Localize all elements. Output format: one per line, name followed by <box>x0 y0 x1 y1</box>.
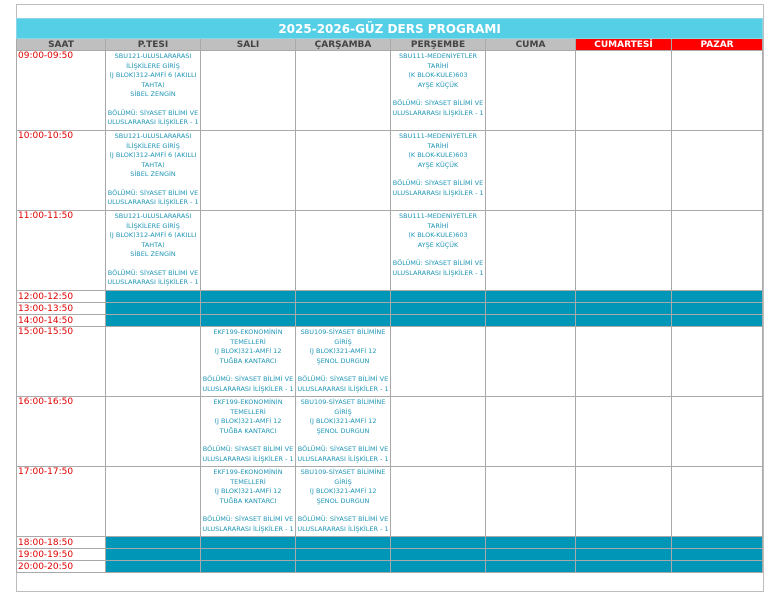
break-cell <box>201 291 296 303</box>
break-cell <box>576 549 672 561</box>
header-saat: SAAT <box>17 39 106 51</box>
header-sali: SALI <box>201 39 296 51</box>
course-name: SBU109-SİYASET BİLİMİNE <box>300 398 386 406</box>
break-cell <box>486 291 576 303</box>
time-row <box>17 131 763 211</box>
course-entry[interactable] <box>201 467 295 534</box>
empty-cell <box>672 211 763 291</box>
course-cell <box>391 131 486 211</box>
break-cell <box>391 549 486 561</box>
break-cell <box>106 537 201 549</box>
break-cell <box>106 561 201 573</box>
course-spacer <box>106 260 200 269</box>
course-name: İLİŞKİLERE GİRİŞ <box>126 221 180 230</box>
course-cell <box>296 467 391 537</box>
empty-cell <box>296 211 391 291</box>
break-cell <box>672 537 763 549</box>
break-cell <box>672 291 763 303</box>
break-cell <box>106 315 201 327</box>
break-cell <box>201 315 296 327</box>
course-name: TEMELLERİ <box>230 477 266 486</box>
course-cell <box>391 51 486 131</box>
course-name: GİRİŞ <box>334 407 352 416</box>
course-teacher: ŞENOL DURGUN <box>316 496 370 505</box>
break-cell <box>672 303 763 315</box>
time-slot-label: 12:00-12:50 <box>17 291 106 303</box>
course-department: ULUSLARARASI İLİŞKİLER - 1 <box>297 384 389 393</box>
empty-cell <box>672 397 763 467</box>
time-row <box>17 51 763 131</box>
course-entry[interactable] <box>106 131 200 208</box>
course-room: (J BLOK)312-AMFİ 6 (AKILLI <box>109 151 197 159</box>
course-room: (J BLOK)321-AMFİ 12 <box>214 487 282 495</box>
course-room: (K BLOK-KULE)603 <box>408 71 468 79</box>
break-cell <box>201 549 296 561</box>
empty-cell <box>576 327 672 397</box>
empty-cell <box>391 467 486 537</box>
empty-cell <box>486 467 576 537</box>
time-slot-label: 11:00-11:50 <box>17 211 106 291</box>
course-entry[interactable] <box>391 131 485 198</box>
course-teacher: ŞENOL DURGUN <box>316 356 370 365</box>
break-cell <box>391 537 486 549</box>
course-name: EKF199-EKONOMİNİN <box>213 398 283 406</box>
header-persembe: PERŞEMBE <box>391 39 486 51</box>
course-cell <box>201 467 296 537</box>
break-cell <box>486 303 576 315</box>
course-teacher: AYŞE KÜÇÜK <box>417 80 459 89</box>
break-cell <box>296 315 391 327</box>
course-department: ULUSLARARASI İLİŞKİLER - 1 <box>297 524 389 533</box>
course-entry[interactable] <box>106 51 200 128</box>
course-name: TEMELLERİ <box>230 337 266 346</box>
course-department: BÖLÜMÜ: SİYASET BİLİMİ VE <box>392 259 484 267</box>
empty-cell <box>576 131 672 211</box>
break-cell <box>391 303 486 315</box>
course-name: İLİŞKİLERE GİRİŞ <box>126 61 180 70</box>
time-row <box>17 327 763 397</box>
course-department: ULUSLARARASI İLİŞKİLER - 1 <box>392 188 484 197</box>
course-cell <box>296 397 391 467</box>
break-cell <box>106 291 201 303</box>
course-entry[interactable] <box>296 327 390 394</box>
header-pazar: PAZAR <box>672 39 763 51</box>
break-cell <box>486 315 576 327</box>
break-cell <box>576 303 672 315</box>
empty-cell <box>486 397 576 467</box>
break-cell <box>296 561 391 573</box>
time-slot-label: 14:00-14:50 <box>17 315 106 327</box>
course-entry[interactable] <box>296 467 390 534</box>
course-cell <box>201 327 296 397</box>
break-cell <box>296 291 391 303</box>
course-teacher: SİBEL ZENGİN <box>130 250 176 258</box>
break-cell <box>201 561 296 573</box>
course-room: TAHTA) <box>141 160 165 169</box>
course-spacer <box>106 180 200 189</box>
course-department: BÖLÜMÜ: SİYASET BİLİMİ VE <box>392 179 484 187</box>
course-name: İLİŞKİLERE GİRİŞ <box>126 141 180 150</box>
course-entry[interactable] <box>201 397 295 464</box>
course-name: SBU121-ULUSLARARASI <box>114 212 192 220</box>
time-row <box>17 315 763 327</box>
empty-cell <box>486 327 576 397</box>
course-name: SBU109-SİYASET BİLİMİNE <box>300 328 386 336</box>
time-row <box>17 211 763 291</box>
course-cell <box>296 327 391 397</box>
break-cell <box>391 291 486 303</box>
break-cell <box>106 549 201 561</box>
course-cell <box>391 211 486 291</box>
break-cell <box>296 537 391 549</box>
course-department: BÖLÜMÜ: SİYASET BİLİMİ VE <box>297 515 389 523</box>
course-spacer <box>201 506 295 515</box>
time-slot-label: 18:00-18:50 <box>17 537 106 549</box>
course-room: (J BLOK)321-AMFİ 12 <box>309 487 377 495</box>
course-spacer <box>296 366 390 375</box>
empty-cell <box>106 397 201 467</box>
course-department: ULUSLARARASI İLİŞKİLER - 1 <box>297 454 389 463</box>
empty-cell <box>486 51 576 131</box>
empty-cell <box>576 467 672 537</box>
time-slot-label: 19:00-19:50 <box>17 549 106 561</box>
course-department: BÖLÜMÜ: SİYASET BİLİMİ VE <box>202 375 294 383</box>
course-room: (J BLOK)321-AMFİ 12 <box>309 417 377 425</box>
time-row <box>17 291 763 303</box>
header-row <box>17 39 763 51</box>
course-spacer <box>391 170 485 179</box>
course-name: SBU111-MEDENİYETLER <box>399 212 477 220</box>
course-teacher: SİBEL ZENGİN <box>130 90 176 98</box>
break-cell <box>391 315 486 327</box>
course-entry[interactable] <box>391 51 485 118</box>
course-room: (J BLOK)321-AMFİ 12 <box>214 417 282 425</box>
course-cell <box>201 397 296 467</box>
course-spacer <box>391 250 485 259</box>
course-department: BÖLÜMÜ: SİYASET BİLİMİ VE <box>202 515 294 523</box>
empty-cell <box>296 131 391 211</box>
course-cell <box>106 131 201 211</box>
course-name: SBU111-MEDENİYETLER <box>399 132 477 140</box>
break-cell <box>201 537 296 549</box>
course-room: (J BLOK)321-AMFİ 12 <box>214 347 282 355</box>
course-teacher: ŞENOL DURGUN <box>316 426 370 435</box>
course-name: TARİHİ <box>427 221 449 230</box>
empty-cell <box>672 467 763 537</box>
break-cell <box>576 315 672 327</box>
course-department: ULUSLARARASI İLİŞKİLER - 1 <box>202 524 294 533</box>
empty-cell <box>576 397 672 467</box>
course-spacer <box>296 506 390 515</box>
course-entry[interactable] <box>106 211 200 288</box>
break-cell <box>296 303 391 315</box>
break-cell <box>672 561 763 573</box>
course-department: BÖLÜMÜ: SİYASET BİLİMİ VE <box>297 375 389 383</box>
course-spacer <box>296 436 390 445</box>
course-room: (J BLOK)312-AMFİ 6 (AKILLI <box>109 71 197 79</box>
course-department: BÖLÜMÜ: SİYASET BİLİMİ VE <box>107 108 199 117</box>
empty-cell <box>486 131 576 211</box>
course-entry[interactable] <box>296 397 390 464</box>
course-department: ULUSLARARASI İLİŞKİLER - 1 <box>107 278 199 286</box>
break-cell <box>672 549 763 561</box>
course-name: GİRİŞ <box>334 337 352 346</box>
course-name: TARİHİ <box>427 61 449 70</box>
header-carsamba: ÇARŞAMBA <box>296 39 391 51</box>
time-row <box>17 549 763 561</box>
course-department: ULUSLARARASI İLİŞKİLER - 1 <box>107 198 199 206</box>
course-department: BÖLÜMÜ: SİYASET BİLİMİ VE <box>107 188 199 197</box>
course-department: ULUSLARARASI İLİŞKİLER - 1 <box>392 268 484 277</box>
course-teacher: TUĞBA KANTARCI <box>219 426 277 435</box>
schedule-title: 2025-2026-GÜZ DERS PROGRAMI <box>17 19 763 39</box>
course-department: ULUSLARARASI İLİŞKİLER - 1 <box>202 384 294 393</box>
course-teacher: AYŞE KÜÇÜK <box>417 240 459 249</box>
course-name: TEMELLERİ <box>230 407 266 416</box>
header-cumartesi: CUMARTESİ <box>576 39 672 51</box>
header-pazartesi: P.TESI <box>106 39 201 51</box>
course-teacher: AYŞE KÜÇÜK <box>417 160 459 169</box>
empty-cell <box>576 211 672 291</box>
course-cell <box>106 211 201 291</box>
break-cell <box>486 537 576 549</box>
empty-cell <box>106 467 201 537</box>
course-spacer <box>106 100 200 109</box>
break-cell <box>576 561 672 573</box>
time-row <box>17 397 763 467</box>
schedule-table <box>16 18 763 573</box>
course-entry[interactable] <box>201 327 295 394</box>
time-slot-label: 09:00-09:50 <box>17 51 106 131</box>
empty-cell <box>201 51 296 131</box>
empty-cell <box>672 327 763 397</box>
empty-cell <box>201 211 296 291</box>
empty-cell <box>672 131 763 211</box>
course-department: BÖLÜMÜ: SİYASET BİLİMİ VE <box>107 268 199 277</box>
header-cuma: CUMA <box>486 39 576 51</box>
empty-cell <box>391 327 486 397</box>
time-row <box>17 303 763 315</box>
course-name: SBU109-SİYASET BİLİMİNE <box>300 468 386 476</box>
course-department: ULUSLARARASI İLİŞKİLER - 1 <box>202 454 294 463</box>
course-teacher: TUĞBA KANTARCI <box>219 356 277 365</box>
empty-cell <box>672 51 763 131</box>
course-teacher: SİBEL ZENGİN <box>130 170 176 178</box>
course-spacer <box>201 436 295 445</box>
break-cell <box>391 561 486 573</box>
course-entry[interactable] <box>391 211 485 278</box>
empty-cell <box>296 51 391 131</box>
break-cell <box>201 303 296 315</box>
course-room: (K BLOK-KULE)603 <box>408 231 468 239</box>
course-name: EKF199-EKONOMİNİN <box>213 328 283 336</box>
time-slot-label: 15:00-15:50 <box>17 327 106 397</box>
course-name: SBU121-ULUSLARARASI <box>114 132 192 140</box>
time-slot-label: 17:00-17:50 <box>17 467 106 537</box>
course-department: BÖLÜMÜ: SİYASET BİLİMİ VE <box>297 445 389 453</box>
course-department: BÖLÜMÜ: SİYASET BİLİMİ VE <box>202 445 294 453</box>
course-teacher: TUĞBA KANTARCI <box>219 496 277 505</box>
time-slot-label: 10:00-10:50 <box>17 131 106 211</box>
empty-cell <box>106 327 201 397</box>
time-row <box>17 467 763 537</box>
time-slot-label: 16:00-16:50 <box>17 397 106 467</box>
time-row <box>17 537 763 549</box>
break-cell <box>106 303 201 315</box>
break-cell <box>576 291 672 303</box>
course-room: (J BLOK)321-AMFİ 12 <box>309 347 377 355</box>
break-cell <box>486 549 576 561</box>
time-slot-label: 13:00-13:50 <box>17 303 106 315</box>
break-cell <box>486 561 576 573</box>
course-name: TARİHİ <box>427 141 449 150</box>
break-cell <box>576 537 672 549</box>
course-room: TAHTA) <box>141 240 165 249</box>
empty-cell <box>201 131 296 211</box>
course-name: SBU121-ULUSLARARASI <box>114 52 192 60</box>
empty-cell <box>391 397 486 467</box>
course-department: ULUSLARARASI İLİŞKİLER - 1 <box>392 108 484 117</box>
break-cell <box>672 315 763 327</box>
course-name: GİRİŞ <box>334 477 352 486</box>
course-department: BÖLÜMÜ: SİYASET BİLİMİ VE <box>392 99 484 107</box>
course-room: (J BLOK)312-AMFİ 6 (AKILLI <box>109 231 197 239</box>
course-cell <box>106 51 201 131</box>
break-cell <box>296 549 391 561</box>
course-room: TAHTA) <box>141 80 165 89</box>
course-name: SBU111-MEDENİYETLER <box>399 52 477 60</box>
empty-cell <box>576 51 672 131</box>
course-name: EKF199-EKONOMİNİN <box>213 468 283 476</box>
time-slot-label: 20:00-20:50 <box>17 561 106 573</box>
empty-cell <box>486 211 576 291</box>
course-spacer <box>391 90 485 99</box>
course-spacer <box>201 366 295 375</box>
time-row <box>17 561 763 573</box>
course-department: ULUSLARARASI İLİŞKİLER - 1 <box>107 118 199 126</box>
course-room: (K BLOK-KULE)603 <box>408 151 468 159</box>
